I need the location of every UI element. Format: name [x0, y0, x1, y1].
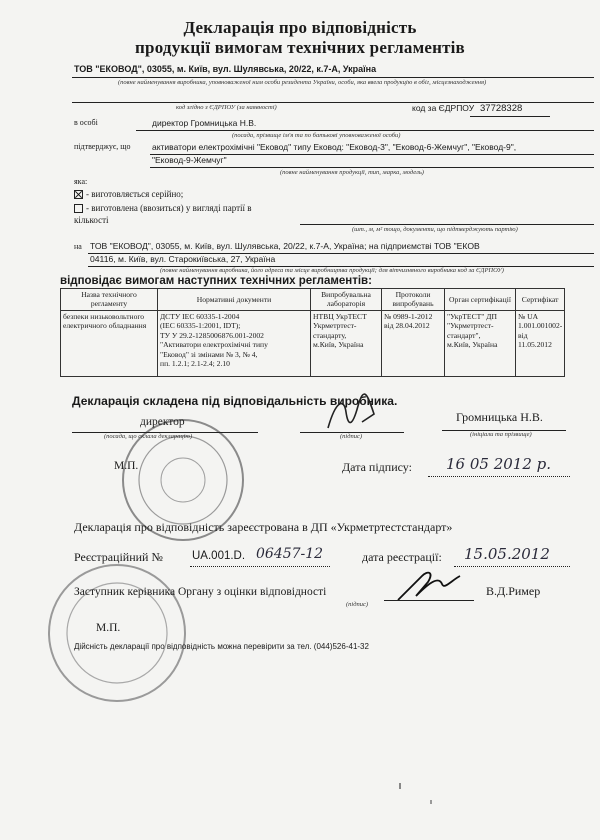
confirms-label: підтверджує, що — [74, 142, 131, 151]
registration-statement: Декларація про відповідність зареєстрована в ДП «Укрметртестстандарт» — [74, 520, 453, 534]
product-description-line1: активатори електрохімічні "Ековод" типу Ековод: "Ековод-3", "Ековод-6-Жемчуг", "Ековод-9", — [152, 142, 517, 152]
at-label: на — [74, 242, 82, 251]
manufacturer-line2: 04116, м. Київ, вул. Старокиївська, 27, Україна — [90, 254, 276, 264]
date-label: Дата підпису: — [342, 460, 412, 474]
lab-line: НТВЦ УкрТЕСТ — [313, 311, 367, 321]
certificate-line: 1.001.001002- — [518, 321, 563, 331]
position-caption: (посада, що склала декларацію) — [104, 433, 193, 440]
document-title-line2: продукції вимогам технічних регламентів — [135, 38, 465, 57]
reg-number-prefix: UA.001.D. — [192, 550, 246, 562]
deputy-label: Заступник керівника Органу з оцінки відповідності — [74, 586, 327, 598]
docs-line: "Активатори електрохімічні типу — [160, 340, 268, 350]
deputy-caption: (підпис) — [346, 601, 369, 608]
table-header: Сертифікат — [516, 289, 565, 311]
person-value: директор Громницька Н.В. — [152, 118, 257, 128]
batch-label-line2: кількості — [74, 215, 109, 225]
date-underline — [428, 476, 570, 477]
table-row — [61, 310, 565, 376]
table-header: Назва технічного регламенту — [61, 289, 158, 311]
table-header: Випробувальна лабораторія — [311, 289, 382, 311]
scan-speck — [399, 783, 401, 789]
batch-option — [74, 203, 252, 213]
docs-line: ДСТУ IEC 60335-1-2004 — [160, 311, 240, 321]
docs-line: "Ековод" зі змінами № 3, № 4, — [160, 349, 258, 359]
table-header: Протоколи випробувань — [382, 289, 445, 311]
manufacturer-line1: ТОВ "ЕКОВОД", 03055, м. Київ, вул. Шулявська, 20/22, к.7-А, Україна; на підприємстві ТОВ "ЕКОВ — [90, 241, 480, 251]
lab-line: Укрметртест- — [313, 321, 357, 331]
director-signature — [322, 392, 382, 436]
reg-number-value: 06457-12 — [256, 546, 324, 562]
signing-date: 16 05 2012 р. — [446, 455, 552, 473]
protocol-line: від 28.04.2012 — [384, 321, 430, 331]
docs-line: ТУ У 29.2-1285006876.001-2002 — [160, 330, 264, 340]
reg-date-value: 15.05.2012 — [464, 545, 550, 563]
docs-line: (IEC 60335-1:2001, IDT); — [160, 321, 241, 331]
signature-caption: (підпис) — [340, 433, 363, 440]
reg-number-label: Реєстраційний № — [74, 550, 163, 564]
seal-label-2: М.П. — [96, 622, 121, 634]
person-caption: (посада, прізвище ім'я та по батькові уповноваженої особи) — [232, 132, 401, 139]
certificate-cell — [516, 310, 565, 376]
deputy-name: В.Д.Ример — [486, 584, 541, 598]
cert-body-line: м.Київ, Україна — [447, 340, 498, 350]
batch-label: - виготовлена (ввозиться) у вигляді партії в — [86, 203, 252, 213]
product-description-line2: "Ековод-9-Жемчуг" — [152, 155, 227, 165]
signer-caption: (ініціали та прізвище) — [470, 431, 532, 438]
edrpou-value: 37728328 — [480, 103, 523, 114]
edrpou-value-underline — [470, 116, 550, 117]
product-caption: (повне найменування продукції, тип, марка, модель) — [280, 169, 424, 176]
cert-body-line: "Укрметртест- — [447, 321, 494, 331]
manufacturer-caption: (повне найменування виробника, його адреса та місце виробництва продукції; для вітчизняного виробника код за ЄДРПОУ) — [160, 267, 504, 274]
table-header-row — [61, 289, 565, 311]
lab-cell — [311, 310, 382, 376]
product-underline2 — [150, 167, 594, 168]
lab-line: м.Київ, Україна — [313, 340, 364, 350]
cert-body-line: стандарт", — [447, 330, 481, 340]
signer-position: директор — [140, 416, 185, 428]
cert-body-cell — [445, 310, 516, 376]
protocol-line: № 0989-1-2012 — [384, 311, 433, 321]
certificate-line: № UA — [518, 311, 539, 321]
protocols-cell — [382, 310, 445, 376]
docs-line: пп. 1.2.1; 2.1-2.4; 2.10 — [160, 359, 230, 369]
docs-cell — [158, 310, 311, 376]
signer-name: Громницька Н.В. — [456, 410, 543, 424]
compliance-heading: відповідає вимогам наступних технічних регламентів: — [60, 275, 372, 287]
regulations-table — [60, 288, 565, 377]
batch-caption: (шт., м, м² тощо, документи, що підтверджують партію) — [352, 226, 518, 233]
serial-label: - виготовляється серійно; — [86, 189, 184, 199]
verify-note: Дійсність декларації про відповідність можна перевірити за тел. (044)526-41-32 — [74, 642, 369, 651]
regulation-cell: безпеки низьковольтного електричного обладнання — [61, 310, 158, 376]
batch-underline — [300, 224, 594, 225]
table-header: Нормативні документи — [158, 289, 311, 311]
lab-line: стандарту, — [313, 330, 347, 340]
reg-date-underline — [454, 566, 570, 567]
applicant-name: ТОВ "ЕКОВОД", 03055, м. Київ, вул. Шулявська, 20/22, к.7-А, Україна — [74, 64, 377, 74]
edrpou-label: код за ЄДРПОУ — [412, 103, 475, 113]
certificate-line: від 11.05.2012 — [518, 330, 552, 350]
seal-label-1: М.П. — [114, 460, 139, 472]
document-title-line1: Декларація про відповідність — [183, 18, 417, 37]
edrpou-caption: код згідно з ЄДРПОУ (за наявності) — [176, 104, 277, 111]
applicant-caption: (повне найменування виробника, уповноваженої ним особи резидента України, особи, яка ввела продукцію в обіг, місцезнаходження) — [118, 79, 487, 86]
batch-checkbox[interactable] — [74, 204, 83, 213]
deputy-signature-underline — [384, 600, 474, 601]
scan-speck — [430, 800, 432, 804]
responsibility-statement: Декларація складена під відповідальність виробника. — [72, 394, 398, 408]
which-label: яка: — [74, 177, 88, 186]
cert-body-line: "УкрТЕСТ" ДП — [447, 311, 497, 321]
serial-option — [74, 189, 183, 199]
reg-number-underline — [190, 566, 330, 567]
person-label: в особі — [74, 118, 98, 127]
serial-checkbox[interactable] — [74, 190, 83, 199]
table-header: Орган сертифікації — [445, 289, 516, 311]
person-underline — [136, 130, 594, 131]
applicant-underline — [72, 77, 594, 78]
reg-date-label: дата реєстрації: — [362, 550, 442, 564]
